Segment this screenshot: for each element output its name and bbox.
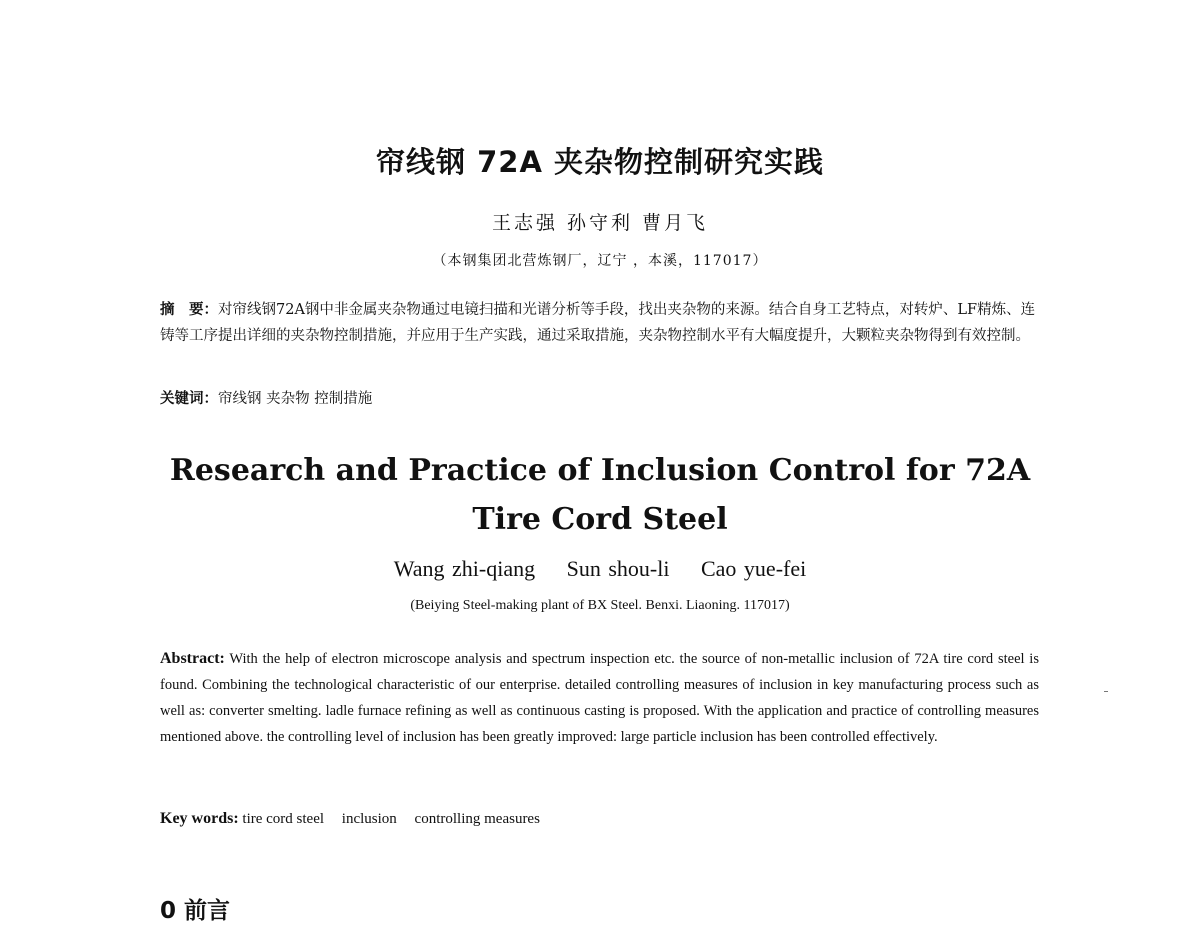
keyword-2: inclusion xyxy=(341,811,397,827)
english-keywords-label: Key words: xyxy=(160,810,239,827)
keyword-1: tire cord steel xyxy=(242,811,325,827)
chinese-keywords xyxy=(160,386,1040,412)
chinese-authors: 王志强 孙守利 曹月飞 xyxy=(491,212,709,234)
english-abstract xyxy=(160,646,1039,750)
scan-speck xyxy=(1104,691,1108,692)
chinese-abstract xyxy=(160,297,1040,349)
keyword-3: controlling measures xyxy=(414,811,540,827)
chinese-abstract-label: 摘 要： xyxy=(160,301,218,318)
english-affiliation: (Beiying Steel-making plant of BX Steel. Benxi. Liaoning. 117017) xyxy=(410,598,790,613)
section-heading: 0 前言 xyxy=(160,898,231,924)
chinese-affiliation: （本钢集团北营炼钢厂，辽宁 ，本溪，117017） xyxy=(432,253,768,269)
english-abstract-text: With the help of electron microscope analysis and spectrum inspection etc. the source of non-metallic inclusion of 72A tire cord steel is found. Combining the technological characteristic of our enterprise. detailed controlling measures of inclusion in key manufacturing process such as well as: converter smelting. ladle furnace refining as well as continuous casting is proposed. With the application and practice of controlling measures mentioned above. the controlling level of inclusion has been greatly improved: large particle inclusion has been controlled effectively. xyxy=(160,651,1039,745)
english-authors xyxy=(0,556,1200,582)
english-abstract-label: Abstract: xyxy=(160,650,225,667)
chinese-abstract-text: 对帘线钢72A钢中非金属夹杂物通过电镜扫描和光谱分析等手段，找出夹杂物的来源。结合自身工艺特点，对转炉、LF精炼、连铸等工序提出详细的夹杂物控制措施，并应用于生产实践，通过采取措施，夹杂物控制水平有大幅度提升，大颗粒夹杂物得到有效控制。 xyxy=(160,302,1036,344)
english-title-line-2: Tire Cord Steel xyxy=(472,502,728,537)
author-3: Cao yue-fei xyxy=(700,556,807,581)
author-2: Sun shou-li xyxy=(566,556,670,581)
author-1: Wang zhi-qiang xyxy=(393,556,536,581)
chinese-title: 帘线钢 72A 夹杂物控制研究实践 xyxy=(376,145,824,179)
chinese-keywords-text: 帘线钢 夹杂物 控制措施 xyxy=(218,391,373,407)
english-keywords xyxy=(160,806,554,832)
english-title-line-1: Research and Practice of Inclusion Control for 72A xyxy=(169,453,1031,488)
english-title xyxy=(0,446,1200,544)
chinese-keywords-label: 关键词： xyxy=(160,390,218,407)
